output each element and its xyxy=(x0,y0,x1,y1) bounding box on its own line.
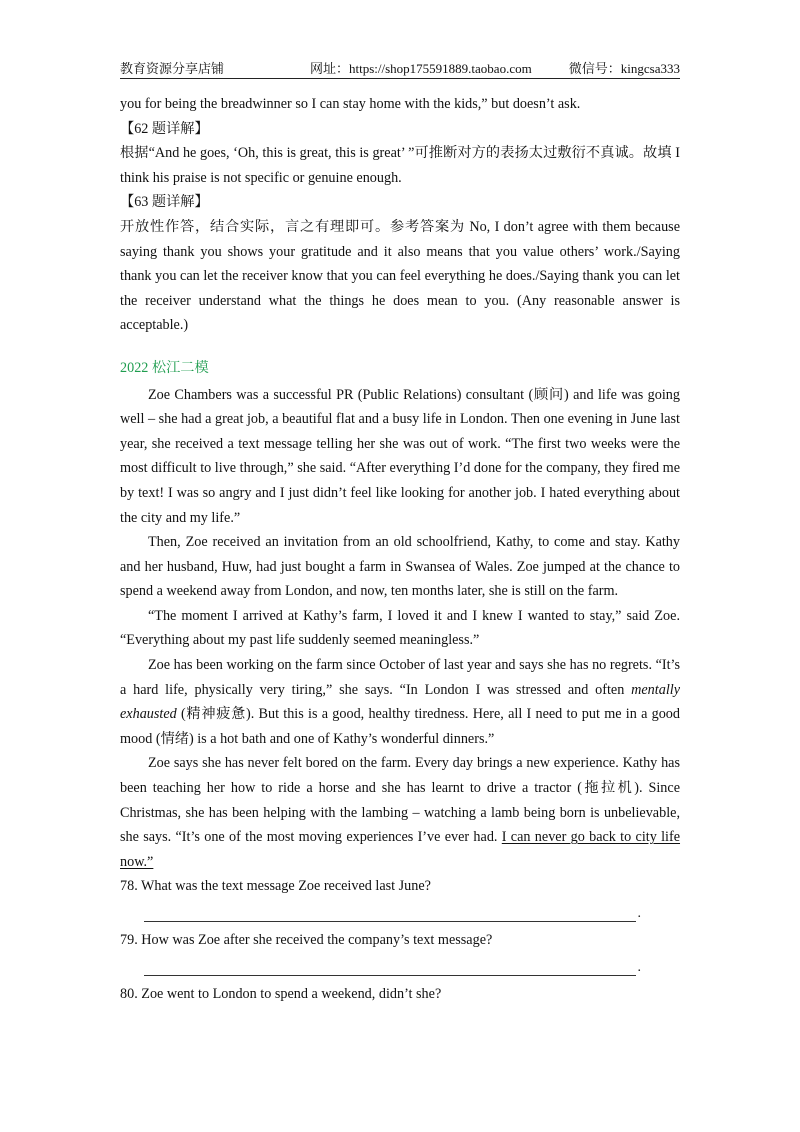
p4-text-a: Zoe has been working on the farm since October of last year and says she has no regrets. “It’s a hard life, physically very tiring,” she says. “In London I was stressed and often xyxy=(120,657,680,698)
q62-explanation: 根据“And he goes, ‘Oh, this is great, this is great’ ”可推断对方的表扬太过敷衍不真诚。故填 I think his praise is not specific or genuine enough. xyxy=(120,145,680,186)
section-title: 2022 松江二模 xyxy=(120,359,209,376)
p5-text: Zoe says she has never felt bored on the farm. Every day brings a new experience. Kathy has been teaching her how to ride a horse and she has learnt to drive a tractor (拖拉机). Since Christmas, she has been helping with the lambing – watching a lamb being born is unbelievable, she says. “It’s one of the most moving experiences I’ve ever had. xyxy=(120,755,680,846)
passage-paragraph-3: “The moment I arrived at Kathy’s farm, I loved it and I knew I wanted to stay,” said Zoe. “Everything about my past life suddenly seemed meaningless.” xyxy=(120,607,680,649)
q62-heading: 【62 题详解】 xyxy=(120,120,209,137)
question-80: 80. Zoe went to London to spend a weekend, didn’t she? xyxy=(120,985,442,1002)
question-79: 79. How was Zoe after she received the company’s text message? xyxy=(120,932,493,948)
page-header xyxy=(120,56,680,79)
answer-line-78[interactable] xyxy=(144,899,636,922)
header-url: 网址：https://shop175591889.taobao.com xyxy=(310,61,532,76)
q63-explanation: 开放性作答，结合实际，言之有理即可。参考答案为 No, I don’t agree with them because saying thank you shows your gratitude and it also means that you value others’ work./Saying thank you can let the receiver know that you can feel everything he does./Saying thank you can let the receiver understand what the things he does mean to you. (Any reasonable answer is acceptable.) xyxy=(120,218,680,334)
passage-paragraph-5 xyxy=(120,751,680,874)
passage-paragraph-1: Zoe Chambers was a successful PR (Public Relations) consultant (顾问) and life was going well – she had a great job, a beautiful flat and a busy life in London. Then one evening in June last year, she received a text message telling her she was out of work. “The first two weeks were the most difficult to live through,” she said. “After everything I’d done for the company, they fired me by text! I was so angry and I just didn’t feel like looking for another job. I hated everything about the city and my life.” xyxy=(120,386,680,526)
previous-continuation: you for being the breadwinner so I can stay home with the kids,” but doesn’t ask. xyxy=(120,96,581,112)
question-78: 78. What was the text message Zoe received last June? xyxy=(120,878,431,895)
header-wechat: 微信号：kingcsa333 xyxy=(568,61,680,76)
answer-line-79[interactable] xyxy=(144,953,636,976)
p4-italic-phrase: mentally exhausted xyxy=(120,681,680,723)
q63-heading: 【63 题详解】 xyxy=(120,194,209,211)
p5-underlined-sentence: I can never go back to city life now.” xyxy=(120,829,681,870)
passage-paragraph-4 xyxy=(120,653,680,751)
passage-paragraph-2: Then, Zoe received an invitation from an old schoolfriend, Kathy, to come and stay. Kathy and her husband, Huw, had just bought a farm in Swansea of Wales. Zoe jumped at the chance to spend a weekend away from London, and now, ten months later, she is still on the farm. xyxy=(120,534,680,600)
p4-text-b: (精神疲惫). But this is a good, healthy tiredness. Here, all I need to put me in a good mood (情绪) is a hot bath and one of Kathy’s wonderful dinners.” xyxy=(120,706,680,747)
document-body xyxy=(120,92,680,1006)
header-shop-name: 教育资源分享店铺 xyxy=(120,61,225,76)
